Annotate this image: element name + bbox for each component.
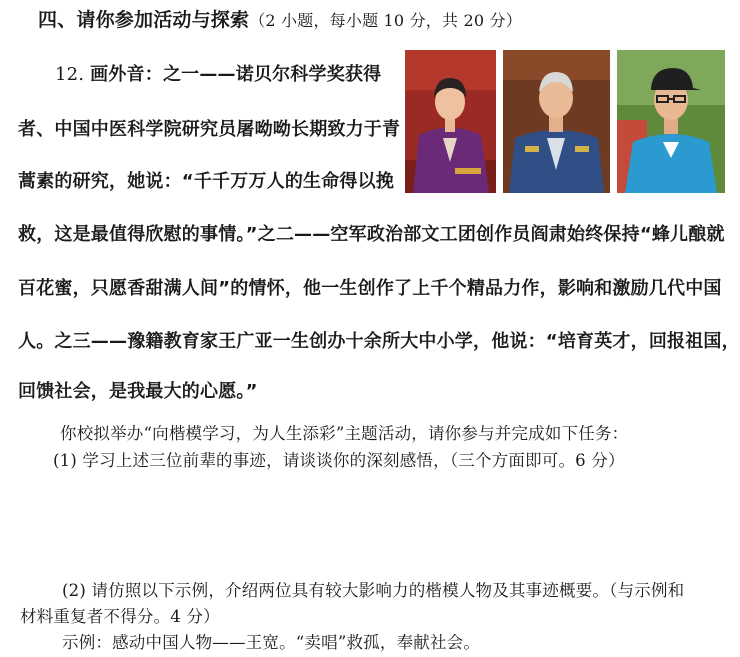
section-scoring: （2 小题，每小题 10 分，共 20 分） [249, 11, 522, 30]
material-line: 蒿素的研究，她说：“千千万万人的生命得以挽 [18, 171, 395, 192]
section-title: 四、请你参加活动与探索 [38, 9, 250, 31]
photo-tu-youyou [405, 50, 496, 193]
example-text: 示例：感动中国人物——王宽。“卖唱”救孤，奉献社会。 [62, 633, 481, 652]
portrait-man-cap-icon [617, 50, 725, 193]
photo-wang-guangya [617, 50, 725, 193]
material-line: 者、中国中医科学院研究员屠呦呦长期致力于青 [18, 119, 401, 140]
portrait-woman-icon [405, 50, 496, 193]
material-line: 百花蜜，只愿香甜满人间”的情怀，他一生创作了上千个精品力作，影响和激励几代中国 [18, 278, 722, 299]
portrait-man-uniform-icon [503, 50, 610, 193]
task-2-line-1: (2) 请仿照以下示例，介绍两位具有较大影响力的楷模人物及其事迹概要。（与示例和 [62, 581, 685, 600]
question-line-1 [55, 60, 381, 86]
section-heading [38, 5, 522, 32]
question-number: 12. [55, 64, 85, 85]
photo-yan-su [503, 50, 610, 193]
material-line: 画外音：之一——诺贝尔科学奖获得 [90, 64, 382, 85]
task-1: (1) 学习上述三位前辈的事迹，请谈谈你的深刻感悟，（三个方面即可。6 分） [53, 451, 625, 470]
task-2-line-2: 材料重复者不得分。4 分） [20, 607, 220, 626]
material-line: 回馈社会，是我最大的心愿。” [18, 381, 258, 402]
material-line: 救，这是最值得欣慰的事情。”之二——空军政治部文工团创作员阎肃始终保持“蜂儿酿就 [18, 224, 725, 245]
activity-prompt: 你校拟举办“向楷模学习，为人生添彩”主题活动，请你参与并完成如下任务： [60, 424, 629, 443]
material-line: 人。之三——豫籍教育家王广亚一生创办十余所大中小学，他说：“培育英才，回报祖国， [18, 331, 740, 352]
